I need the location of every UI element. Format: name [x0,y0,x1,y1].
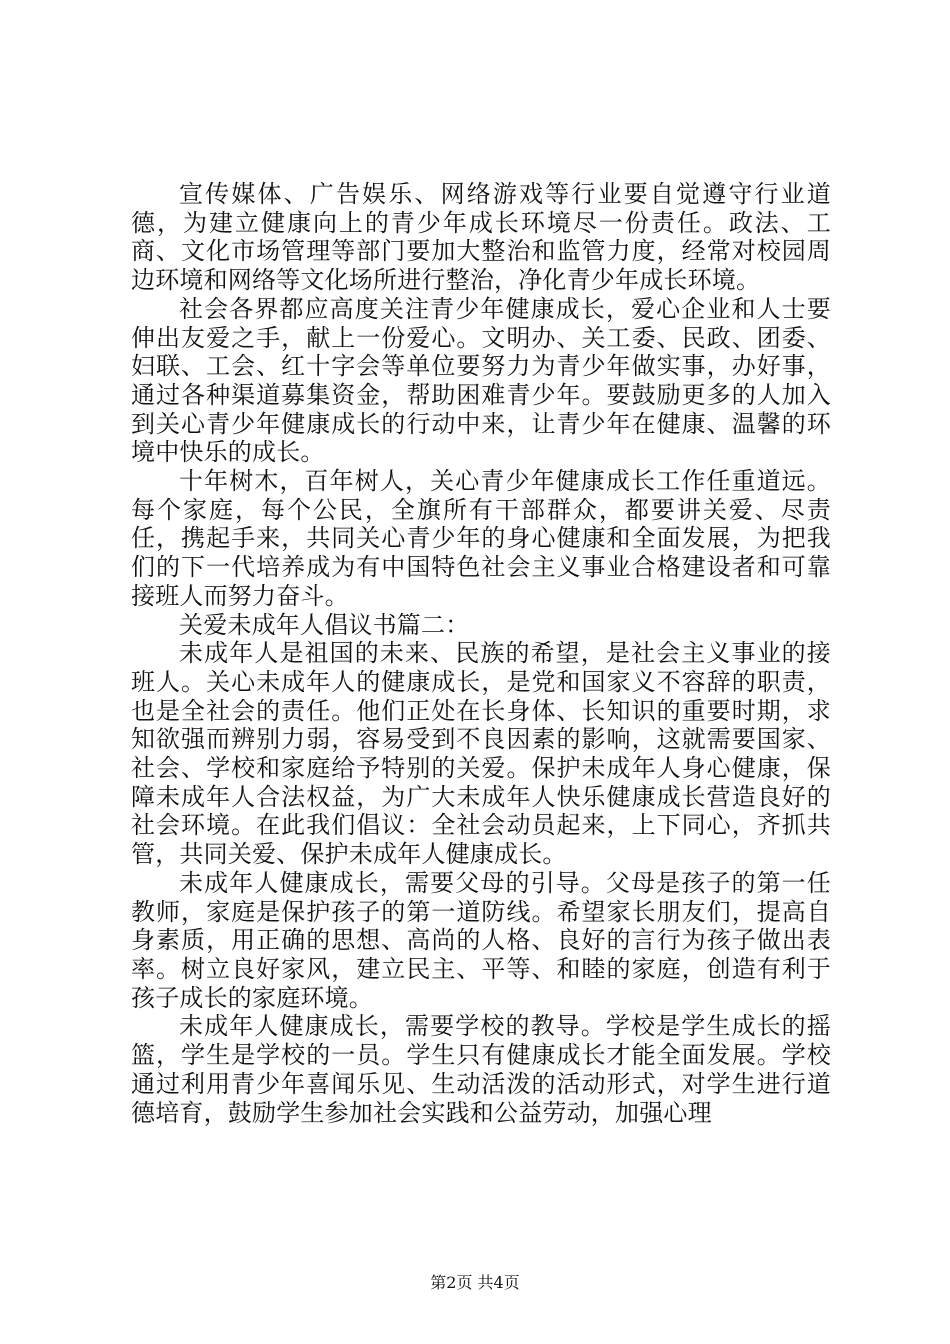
paragraph-minors-future: 未成年人是祖国的未来、民族的希望，是社会主义事业的接班人。关心未成年人的健康成长，是党和国家义不容辞的职责，也是全社会的责任。他们正处在长身体、长知识的重要时期，求知欲强而辨别力弱，容易受到不良因素的影响，这就需要国家、社会、学校和家庭给予特别的关爱。保护未成年人身心健康，保障未成年人合法权益，为广大未成年人快乐健康成长营造良好的社会环境。在此我们倡议：全社会动员起来，上下同心，齐抓共管，共同关爱、保护未成年人健康成长。 [131,639,831,869]
paragraph-media-industry: 宣传媒体、广告娱乐、网络游戏等行业要自觉遵守行业道德，为建立健康向上的青少年成长环境尽一份责任。政法、工商、文化市场管理等部门要加大整治和监管力度，经常对校园周边环境和网络等文化场所进行整治，净化青少年成长环境。 [131,180,831,295]
document-body [131,180,831,1127]
paragraph-long-term-task: 十年树木，百年树人，关心青少年健康成长工作任重道远。每个家庭，每个公民，全旗所有干部群众，都要讲关爱、尽责任，携起手来，共同关心青少年的身心健康和全面发展，为把我们的下一代培养成为有中国特色社会主义事业合格建设者和可靠接班人而努力奋斗。 [131,467,831,610]
paragraph-parents-guidance: 未成年人健康成长，需要父母的引导。父母是孩子的第一任教师，家庭是保护孩子的第一道防线。希望家长朋友们，提高自身素质，用正确的思想、高尚的人格、良好的言行为孩子做出表率。树立良好家风，建立民主、平等、和睦的家庭，创造有利于孩子成长的家庭环境。 [131,868,831,1012]
paragraph-society-care: 社会各界都应高度关注青少年健康成长，爱心企业和人士要伸出友爱之手，献上一份爱心。文明办、关工委、民政、团委、妇联、工会、红十字会等单位要努力为青少年做实事，办好事，通过各种渠道募集资金，帮助困难青少年。要鼓励更多的人加入到关心青少年健康成长的行动中来，让青少年在健康、温馨的环境中快乐的成长。 [131,294,831,467]
page-footer: 第2页 共4页 [430,1273,520,1292]
section-heading-proposal-two: 关爱未成年人倡议书篇二： [179,610,470,639]
paragraph-school-guidance: 未成年人健康成长，需要学校的教导。学校是学生成长的摇篮，学生是学校的一员。学生只有健康成长才能全面发展。学校通过利用青少年喜闻乐见、生动活泼的活动形式，对学生进行道德培育，鼓励学生参加社会实践和公益劳动，加强心理 [131,1012,831,1127]
